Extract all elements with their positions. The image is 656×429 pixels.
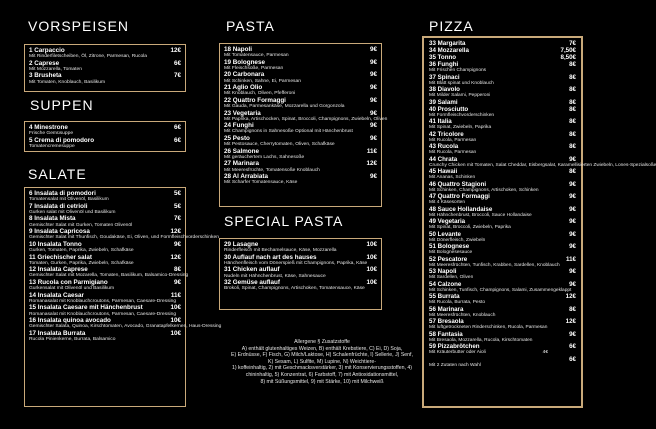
menu-item-price: 8€ [173, 266, 181, 274]
menu-item [224, 122, 377, 135]
salate-box [24, 187, 222, 407]
menu-item [429, 293, 576, 306]
menu-item-price: 8€ [569, 105, 576, 113]
menu-item-price: 9€ [569, 268, 576, 276]
menu-item-name: 11 Griechischer salat [29, 253, 93, 261]
menu-item-price: 8€ [569, 143, 576, 151]
menu-item-description: Mit Spinat, Zwiebeln, Paprika [429, 125, 492, 131]
allergen-line: Allergene § Zusatzstoffe [294, 339, 350, 345]
menu-item-price: 9€ [369, 58, 377, 66]
menu-item-description: Gemischter Salat mit Mozarella, Tomaten, Basilikum, Balsamico-Dressing [29, 273, 189, 279]
menu-item [224, 59, 377, 72]
menu-item-price: 6€ [569, 343, 576, 351]
menu-item-description: Mit 4 Käsesorten [429, 200, 465, 206]
menu-item-name: 4 Minestrone [29, 124, 68, 131]
menu-item [224, 148, 377, 161]
menu-item-description: Mit Schinken, Tunfisch, Champignons, Salami, Zusammengeklappt [429, 287, 572, 293]
menu-item [29, 137, 181, 150]
menu-item-name: 21 Aglio Olio [224, 84, 263, 92]
menu-item [224, 173, 377, 186]
allergen-line: E) Erdnüsse, F) Fisch, G) Milch/Laktose, H) Schalenfrüchte, I) Sellerie, J) Senf, [231, 352, 413, 359]
menu-item [429, 118, 576, 131]
menu-item-price: 8€ [569, 130, 576, 138]
suppen-box [24, 121, 186, 152]
menu-item-price: 10€ [170, 329, 181, 337]
vorspeisen-box [24, 44, 186, 92]
menu-item-name: 10 Insalata Tonno [29, 240, 82, 248]
menu-item [429, 281, 576, 294]
menu-item-description: Mit Bolognesesauce [429, 250, 473, 256]
menu-item [29, 203, 181, 216]
menu-item-description: Mit Spinat, Broccoli, Zwiebeln, Paprika [429, 225, 511, 231]
menu-item-description: Crunchy Chicken mit Tomaten, Salat Cheddar, Eisbergsalat, Karamellisierten Zwiebeln, Lones-Spezialsoße [429, 162, 656, 168]
menu-item-description: Romanasalat mit Knoblauchcroutons, Parmesan, Caesare-Dressing [29, 311, 177, 317]
menu-item-name: 8 Insalata Mista [29, 215, 76, 223]
menu-item [29, 330, 181, 343]
menu-item-name: 47 Quattro Formaggi [429, 193, 490, 201]
menu-item-description: Mit Meeresfrüchten, Tunfisch, Krabben, Sardellen, Knoblauch [429, 262, 560, 268]
menu-item-price: 9€ [369, 173, 377, 181]
menu-item-price: 9€ [569, 155, 576, 163]
menu-item-name: 7 Insalata di cetrioli [29, 202, 88, 210]
menu-item-price: 9€ [369, 96, 377, 104]
menu-item-price: 6€ [173, 124, 181, 131]
menu-item-price: 9€ [369, 109, 377, 117]
menu-item-description: Mit Bresaola, Mozzarella, Rucola, Kirschtomaten [429, 337, 533, 343]
menu-item [429, 40, 576, 47]
menu-item-name: 23 Vegetaria [224, 109, 261, 117]
menu-item-description: Mit Tomatensauce, Parmesan [224, 53, 289, 59]
menu-item-name: 2 Caprese [29, 59, 60, 67]
heading-special-pasta: SPECIAL PASTA [224, 213, 344, 229]
menu-item-price: 9€ [173, 240, 181, 248]
menu-item-name: 12 Insalata Caprese [29, 266, 88, 274]
menu-item-description: Romanasalat mit Knoblauchcroutons, Parmesan, Caesare-Dressing [29, 298, 177, 304]
menu-item-name: 22 Quattro Formaggi [224, 96, 286, 104]
menu-item [224, 135, 377, 148]
menu-item-name: 37 Spinaci [429, 73, 460, 81]
menu-item [224, 84, 377, 97]
menu-item-description: Gemischter Salata, Quinoa, Kirschtomaten, Avocado, Granatapfelkernen, Haus-Dressing [29, 324, 222, 330]
menu-item-description: Mit Meeresfrüchte, Tomatensoße Knoblauch [224, 167, 320, 173]
pizza-box [422, 36, 656, 408]
heading-pasta: PASTA [226, 18, 275, 34]
menu-item [429, 193, 576, 206]
menu-item-price: 9€ [569, 218, 576, 226]
menu-item-name: 45 Hawaii [429, 168, 458, 176]
menu-item-price: 12€ [170, 253, 181, 261]
menu-item [224, 266, 377, 279]
menu-item [429, 268, 576, 281]
menu-item-name: 31 Chicken auflauf [224, 266, 280, 274]
menu-item [429, 181, 576, 194]
allergen-line: K) Sesam, L) Sulfite, M) Lupine, N) Weichtiere- [267, 358, 376, 365]
menu-item [29, 190, 181, 203]
menu-item-description: Rinderfleisch mit Bechamelsauce, Käse, Mozzarella [224, 248, 337, 254]
menu-item [29, 292, 181, 305]
menu-item-description: Tomatencremesuppe [29, 143, 75, 149]
menu-item-name: 42 Tricolore [429, 130, 464, 138]
menu-item-price: 6€ [173, 136, 181, 144]
menu-item-price: 9€ [173, 278, 181, 286]
menu-item-description: Tomaten, Gurken, Paprika, Zwiebeln, Schafkäse [29, 260, 134, 266]
menu-item [429, 218, 576, 231]
menu-item [429, 47, 576, 54]
menu-item-price: 8€ [569, 61, 576, 69]
menu-item-description: Mit Schinken, Sahne, Ei, Parmesan [224, 78, 301, 84]
menu-item-description: Mit Gauda, Parmesankäse, Mozzarella und Gorgonzola [224, 104, 345, 110]
menu-item-name: 41 Italia [429, 118, 452, 126]
menu-item-description: Mit Frischen Champignons [429, 68, 487, 74]
menu-item-price: 8€ [569, 86, 576, 94]
menu-item-price: 10€ [366, 279, 377, 287]
menu-item-description: Mit Scharfer Tomatensauce, Käse [224, 180, 298, 186]
special-pasta-box [219, 238, 382, 310]
menu-item-price: 8€ [569, 98, 576, 106]
menu-item-description: Mit Pestosauce, Cherrytomaten, Oliven, Schafkäse [224, 142, 335, 148]
menu-item-price: 10€ [366, 253, 377, 261]
menu-item-name: 6 Insalata di pomodori [29, 190, 96, 197]
menu-item-name: 13 Rucola con Parmigiano [29, 278, 108, 286]
menu-item-name: 1 Carpaccio [29, 47, 65, 54]
menu-item-description: Mit Kräuterbutter oder Aioli [429, 350, 486, 356]
menu-item-description: Gemischter Salat mit Thunfisch, Goudakäse, Ei, Oliven, und Formfleischvorderschinken [29, 235, 219, 241]
menu-item-price: 6€ [569, 355, 576, 363]
menu-item-description: Mit Meeresfrüchten, Knoblauch [429, 312, 496, 318]
menu-item-description: Mit Tomaten, Knoblauch, Basilikum [29, 79, 106, 85]
menu-item-description: Mit Rinderfiletscheiben, Öl, Zitrone, Parmesan, Rucola [29, 54, 147, 60]
menu-item [224, 279, 377, 292]
menu-item [429, 243, 576, 256]
menu-item-description: Nudeln mit Hähnchenbrust, Käse, Sahnesauce [224, 273, 326, 279]
menu-item-price: 8,50€ [560, 54, 576, 62]
menu-item-name: 9 Insalata Capricosa [29, 228, 90, 236]
menu-item-name: 52 Pescatore [429, 255, 468, 263]
menu-item-price: 8€ [569, 118, 576, 126]
menu-item-description: Mit Hähnchenbrust, Broccoli, Sauce Hollandaise [429, 212, 532, 218]
menu-item [429, 74, 576, 87]
menu-item [224, 97, 377, 110]
menu-item-price: 9€ [369, 84, 377, 92]
menu-item-name: 29 Lasagne [224, 241, 259, 248]
menu-item-price: 9€ [369, 122, 377, 130]
menu-item-price: 9€ [369, 134, 377, 142]
menu-item-price: 12€ [565, 318, 576, 326]
menu-item [224, 254, 377, 267]
menu-item-description: Mit Champignons in Sahnesoße Optional mit Hänchenbrust [224, 129, 353, 135]
menu-item-name: 38 Diavolo [429, 86, 460, 94]
menu-item [29, 60, 181, 73]
menu-item-price: 7,50€ [560, 47, 576, 55]
menu-item [429, 143, 576, 156]
menu-item [429, 155, 656, 169]
menu-item-description: Mit Ananas, Schinken [429, 175, 476, 181]
menu-item-price: 9€ [569, 205, 576, 213]
menu-item-description: Mit Blatt spinat und Knoblauch [429, 80, 494, 86]
allergen-info [224, 339, 420, 385]
menu-item-name: 55 Burrata [429, 293, 460, 301]
menu-item [429, 331, 576, 344]
menu-item-description: Rucola Pinienkerne, Burrata, Balsamico [29, 336, 116, 342]
menu-item-price: 10€ [366, 241, 377, 248]
allergen-line: chininhaltig, 5) Konzentrat, 6) Farbstoff, 7) mit Antioxidationsmittel, [245, 371, 399, 378]
menu-item-name: 24 Funghi [224, 122, 254, 130]
menu-item [29, 266, 189, 279]
menu-item-price: 9€ [569, 193, 576, 201]
menu-item [429, 206, 576, 219]
menu-item-price: 9€ [569, 330, 576, 338]
menu-item-name: 32 Gemüse auflauf [224, 279, 280, 287]
menu-item-name: 39 Salami [429, 98, 458, 106]
menu-item-name: 51 Bolognese [429, 243, 470, 251]
menu-item [29, 279, 181, 292]
heading-pizza: PIZZA [429, 18, 474, 34]
menu-item-description: Mit Paprika, Artischocken, Spinat, Broccoli, Champignons, Zwiebeln, Oliven [224, 116, 388, 122]
menu-item-description: Mit geräuchertem Lachs, Sahnesoße [224, 154, 305, 160]
menu-item [29, 317, 222, 330]
menu-item-description: Gurken, Tomaten, Paprika, Zwiebeln, Schafkäse [29, 248, 134, 254]
menu-item-price: 9€ [569, 230, 576, 238]
menu-item [29, 72, 181, 85]
menu-item-name: 15 Insalata Caesare mit Hänchenbrust [29, 304, 143, 312]
menu-item [29, 254, 181, 267]
menu-item-price: 12€ [366, 160, 377, 168]
menu-item-name: 50 Levante [429, 230, 461, 238]
menu-item-description: Mit Milder Salami, Pepperoni [429, 93, 491, 99]
menu-item-name: 48 Sauce Hollandaise [429, 205, 493, 213]
menu-item [429, 318, 576, 331]
menu-item-price: 7€ [569, 40, 576, 47]
allergen-line: 1) koffeinhaltig, 2) mit Geschmacksverstärker, 3) mit Konservierungsstoffen, 4) [231, 365, 412, 372]
menu-item-name: 40 Prosciutto [429, 105, 469, 113]
menu-item-price: 6€ [173, 59, 181, 67]
menu-item-price: 10€ [170, 317, 181, 325]
menu-item [224, 109, 388, 123]
heading-suppen: SUPPEN [30, 97, 94, 113]
menu-item-price: 9€ [569, 280, 576, 288]
menu-item-name: 5 Crema di pomodoro [29, 136, 95, 144]
menu-item-name: 27 Marinara [224, 160, 260, 168]
menu-item-description: Mit Mozzarella, Tomaten [29, 66, 82, 72]
menu-item-name: 53 Napoli [429, 268, 457, 276]
menu-item-price: 12€ [170, 228, 181, 236]
menu-item-name: 46 Quattro Stagioni [429, 180, 487, 188]
menu-item [429, 231, 576, 244]
menu-item-name: 58 Fantasia [429, 330, 463, 338]
menu-item [29, 47, 181, 60]
menu-item [429, 131, 576, 144]
menu-item-description: Brokoli, Spinat, Champignons, Artischoken, Tomatensauce, Käse [224, 286, 365, 292]
menu-item-description: Gurkensalat mit Olivenöl und Basilikum [29, 286, 115, 292]
menu-item-price: 7€ [173, 72, 181, 80]
menu-item-name: 57 Bresaola [429, 318, 464, 326]
menu-item [429, 86, 576, 99]
menu-item-description: Mit Formfleischvorderschinken [429, 112, 495, 118]
pizzabroetchen-option-price: 4€ [542, 350, 548, 356]
menu-item-name: 26 Salmone [224, 147, 259, 155]
menu-item-description: Frische Gemüsuppe [29, 131, 74, 137]
menu-item [224, 160, 377, 173]
menu-item-price: 9€ [569, 243, 576, 251]
menu-item-name: 16 Insalata quinoa avocado [29, 317, 111, 325]
heading-salate: SALATE [28, 166, 87, 182]
menu-item [224, 241, 377, 254]
menu-item [29, 124, 181, 137]
menu-item [429, 99, 576, 106]
menu-item-name: 33 Margarita [429, 40, 466, 47]
menu-item [429, 168, 576, 181]
menu-item-price: 8€ [569, 168, 576, 176]
menu-item-description: Gurken salat mit Olivenöl und Basilikum [29, 209, 116, 215]
menu-item-name: 18 Napoli [224, 46, 252, 53]
menu-item-price: 9€ [369, 71, 377, 79]
menu-item [224, 71, 377, 84]
menu-item-price: 10€ [170, 304, 181, 312]
menu-item-name: 59 Pizzabrötchen [429, 343, 480, 351]
menu-item-description: Gemischter Salat mit Gurken, Tomaten Olivenöl [29, 222, 133, 228]
menu-item-name: 25 Pesto [224, 134, 250, 142]
menu-item [429, 256, 576, 269]
menu-item-price: 12€ [565, 293, 576, 301]
menu-item-description: Mit luftgetrockneten Rinderschinken, Rucola, Parmesan [429, 325, 548, 331]
menu-item-price: 11€ [366, 147, 377, 155]
menu-item-name: 35 Tonno [429, 54, 457, 62]
menu-item-description: Mit Rucola, Parmesan [429, 137, 477, 143]
menu-item-description: Mit Sardellen, Oliven [429, 275, 474, 281]
pasta-box [219, 43, 388, 207]
menu-item [429, 54, 576, 61]
menu-item-price: 11€ [566, 255, 576, 263]
menu-item [429, 343, 576, 356]
menu-item-description: Hänchenfleisch vom Dönerspieß mit Champignons, Paprika, Käse [224, 260, 368, 266]
menu-item-name: 34 Mozzarella [429, 47, 469, 55]
menu-item [429, 106, 576, 119]
menu-item-price: 5€ [173, 190, 181, 197]
menu-item [29, 215, 181, 228]
menu-item-description: Mit 2 Zutaten nach Wahl [429, 362, 481, 368]
menu-item-description: Mit Rucola, Burrata, Pesto [429, 300, 485, 306]
menu-item-description: Mit Dönerfleisch, Zwiebeln [429, 237, 486, 243]
menu-item-name: 56 Marinara [429, 305, 464, 313]
menu-item [429, 356, 576, 369]
menu-item-name: 17 Insalata Burrata [29, 329, 86, 337]
heading-vorspeisen: VORSPEISEN [28, 18, 130, 34]
menu-item-price: 12€ [170, 47, 181, 54]
menu-item-name: 30 Auflauf nach art des hauses [224, 253, 317, 261]
menu-item-description: Tomatensalat mit Olivenöl, Basilikum [29, 197, 109, 203]
menu-item-price: 7€ [173, 215, 181, 223]
menu-item-name: 20 Carbonara [224, 71, 265, 79]
menu-item-price: 9€ [369, 46, 377, 53]
menu-item-price: 10€ [366, 266, 377, 274]
allergen-line: 8) mit Süßungsmittel, 9) mit Stärke, 10) mit Milchweiß [260, 378, 384, 385]
menu-item-name: 54 Calzone [429, 280, 462, 288]
menu-item-price: 9€ [569, 180, 576, 188]
menu-item-price: 8€ [569, 73, 576, 81]
menu-item-name: 44 Chrata [429, 155, 458, 163]
menu-item-description: Mit Knoblauch, Oliven, Pfefferoni [224, 91, 296, 97]
allergen-line: A) enthält glutenhaltiges Weizen, B) enthält Krebstiere, C) Ei, D) Soja, [241, 345, 403, 352]
menu-item-name: 43 Rucola [429, 143, 459, 151]
menu-item-name: 49 Vegetaria [429, 218, 466, 226]
menu-item-name: 14 Insalata Caesar [29, 291, 84, 299]
menu-item [224, 46, 377, 59]
menu-item-description: Mit Fleischsoße, Parmesan [224, 65, 284, 71]
menu-item-name: 19 Bolognese [224, 58, 265, 66]
menu-item [429, 306, 576, 319]
menu-item-price: 8€ [569, 305, 576, 313]
menu-item-description: Mit Rucola, Parmesan [429, 150, 477, 156]
menu-item-name: 3 Brusheta [29, 72, 62, 80]
menu-item [29, 241, 181, 254]
menu-item-name: 36 Funghi [429, 61, 459, 69]
menu-item [29, 304, 181, 317]
menu-item [29, 228, 219, 241]
menu-item [429, 61, 576, 74]
menu-item-description: Mit Schinken, Champignons, Artischoken, Schinken [429, 187, 539, 193]
menu-item-price: 5€ [173, 202, 181, 210]
menu-item-price: 11€ [170, 291, 181, 299]
menu-item-name: 28 Al Arrabiata [224, 173, 268, 181]
